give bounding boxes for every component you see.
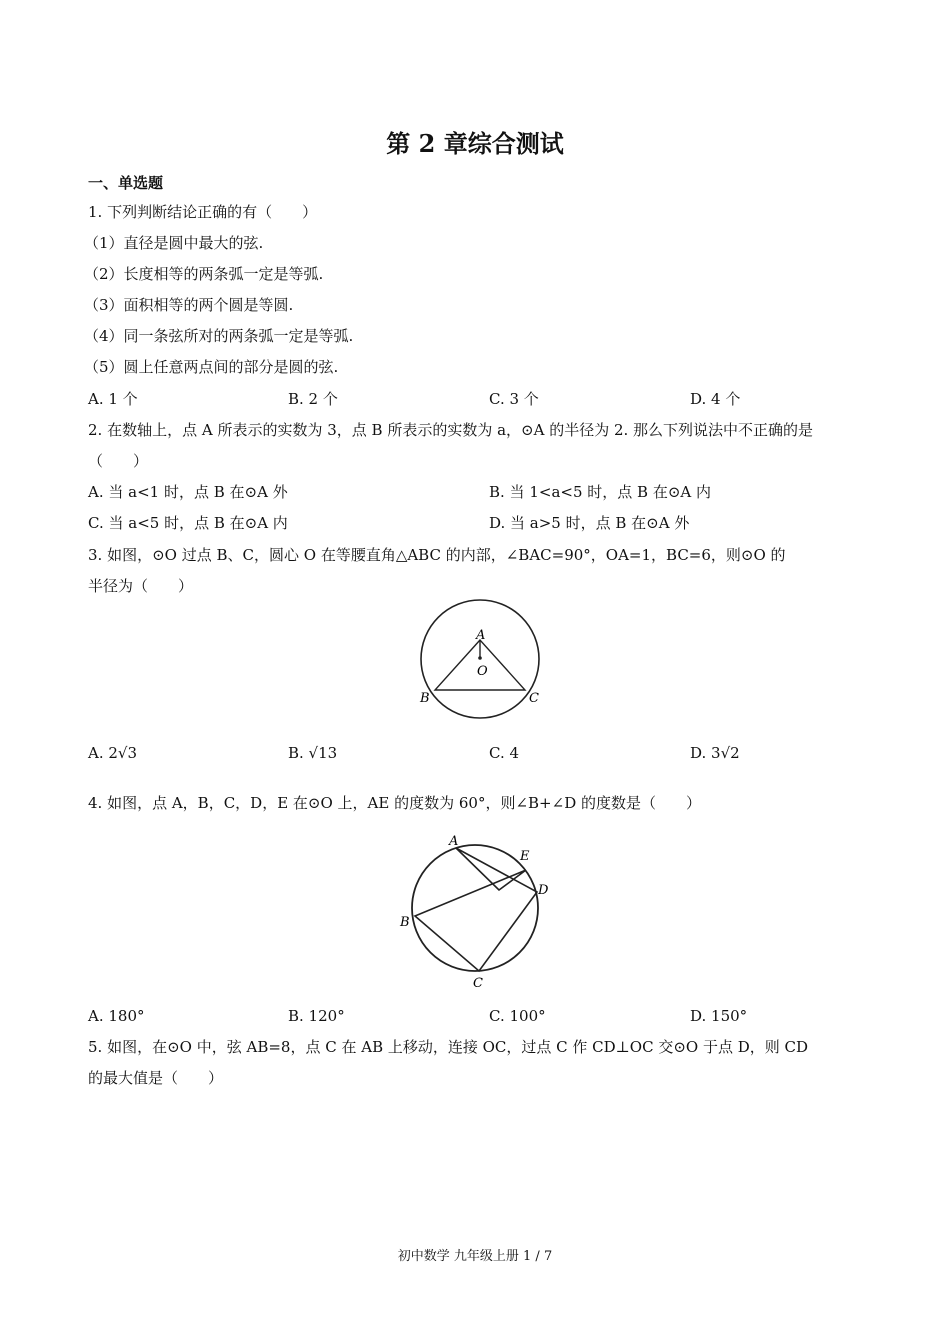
page-footer: 初中数学 九年级上册 1 / 7 bbox=[397, 1249, 553, 1264]
q1-item-4: （4）同一条弦所对的两条弧一定是等弧. bbox=[84, 327, 354, 345]
q4-option-d[interactable]: D. 150° bbox=[690, 1007, 748, 1025]
q2-option-a[interactable]: A. 当 a<1 时，点 B 在⊙A 外 bbox=[88, 483, 288, 501]
q3-option-b[interactable]: B. √13 bbox=[288, 744, 338, 762]
q3-label-o: O bbox=[477, 664, 488, 679]
q5-stem-line2: 的最大值是（ ） bbox=[88, 1069, 224, 1087]
q4-label-b: B bbox=[400, 915, 410, 930]
q1-item-3: （3）面积相等的两个圆是等圆. bbox=[84, 296, 294, 314]
q3-point-o bbox=[478, 656, 482, 660]
q1-option-b[interactable]: B. 2 个 bbox=[288, 390, 338, 408]
q1-item-5: （5）圆上任意两点间的部分是圆的弦. bbox=[84, 358, 339, 376]
q1-item-1: （1）直径是圆中最大的弦. bbox=[84, 234, 264, 252]
q1-stem: 1. 下列判断结论正确的有（ ） bbox=[88, 203, 318, 221]
q2-option-c[interactable]: C. 当 a<5 时，点 B 在⊙A 内 bbox=[88, 514, 288, 532]
q4-label-c: C bbox=[473, 976, 483, 991]
q2-option-b[interactable]: B. 当 1<a<5 时，点 B 在⊙A 内 bbox=[489, 483, 711, 501]
q4-option-a[interactable]: A. 180° bbox=[88, 1007, 145, 1025]
q3-label-b: B bbox=[420, 691, 430, 706]
q3-option-c[interactable]: C. 4 bbox=[489, 744, 520, 762]
q4-option-c[interactable]: C. 100° bbox=[489, 1007, 546, 1025]
q1-option-c[interactable]: C. 3 个 bbox=[489, 390, 539, 408]
q2-option-d[interactable]: D. 当 a>5 时，点 B 在⊙A 外 bbox=[489, 514, 690, 532]
q3-stem-line1: 3. 如图，⊙O 过点 B、C，圆心 O 在等腰直角△ABC 的内部，∠BAC=90°，OA=1，BC=6，则⊙O 的 bbox=[88, 546, 786, 564]
q3-figure-circle-triangle bbox=[410, 598, 550, 723]
q3-label-c: C bbox=[529, 691, 539, 706]
section-heading: 一、单选题 bbox=[88, 174, 164, 192]
q3-stem-line2: 半径为（ ） bbox=[88, 577, 194, 595]
q1-option-d[interactable]: D. 4 个 bbox=[690, 390, 741, 408]
q4-stem: 4. 如图，点 A，B，C，D，E 在⊙O 上，AE 的度数为 60°，则∠B+∠D 的度数是（ ） bbox=[88, 794, 701, 812]
q3-label-a: A bbox=[476, 628, 486, 643]
q4-label-e: E bbox=[520, 849, 530, 864]
q4-option-b[interactable]: B. 120° bbox=[288, 1007, 345, 1025]
q4-label-d: D bbox=[538, 883, 549, 898]
q5-stem-line1: 5. 如图，在⊙O 中，弦 AB=8，点 C 在 AB 上移动，连接 OC，过点 C 作 CD⊥OC 交⊙O 于点 D，则 CD bbox=[88, 1038, 809, 1056]
q1-option-a[interactable]: A. 1 个 bbox=[88, 390, 138, 408]
q4-label-a: A bbox=[449, 834, 459, 849]
q4-figure-inscribed-quadrilateral bbox=[395, 830, 555, 995]
page-title: 第 2 章综合测试 bbox=[386, 129, 564, 158]
q1-item-2: （2）长度相等的两条弧一定是等弧. bbox=[84, 265, 324, 283]
q3-option-d[interactable]: D. 3√2 bbox=[690, 744, 740, 762]
q2-stem-line2: （ ） bbox=[88, 452, 149, 470]
q2-stem-line1: 2. 在数轴上，点 A 所表示的实数为 3，点 B 所表示的实数为 a，⊙A 的半径为 2. 那么下列说法中不正确的是 bbox=[88, 421, 814, 439]
q3-option-a[interactable]: A. 2√3 bbox=[88, 744, 138, 762]
